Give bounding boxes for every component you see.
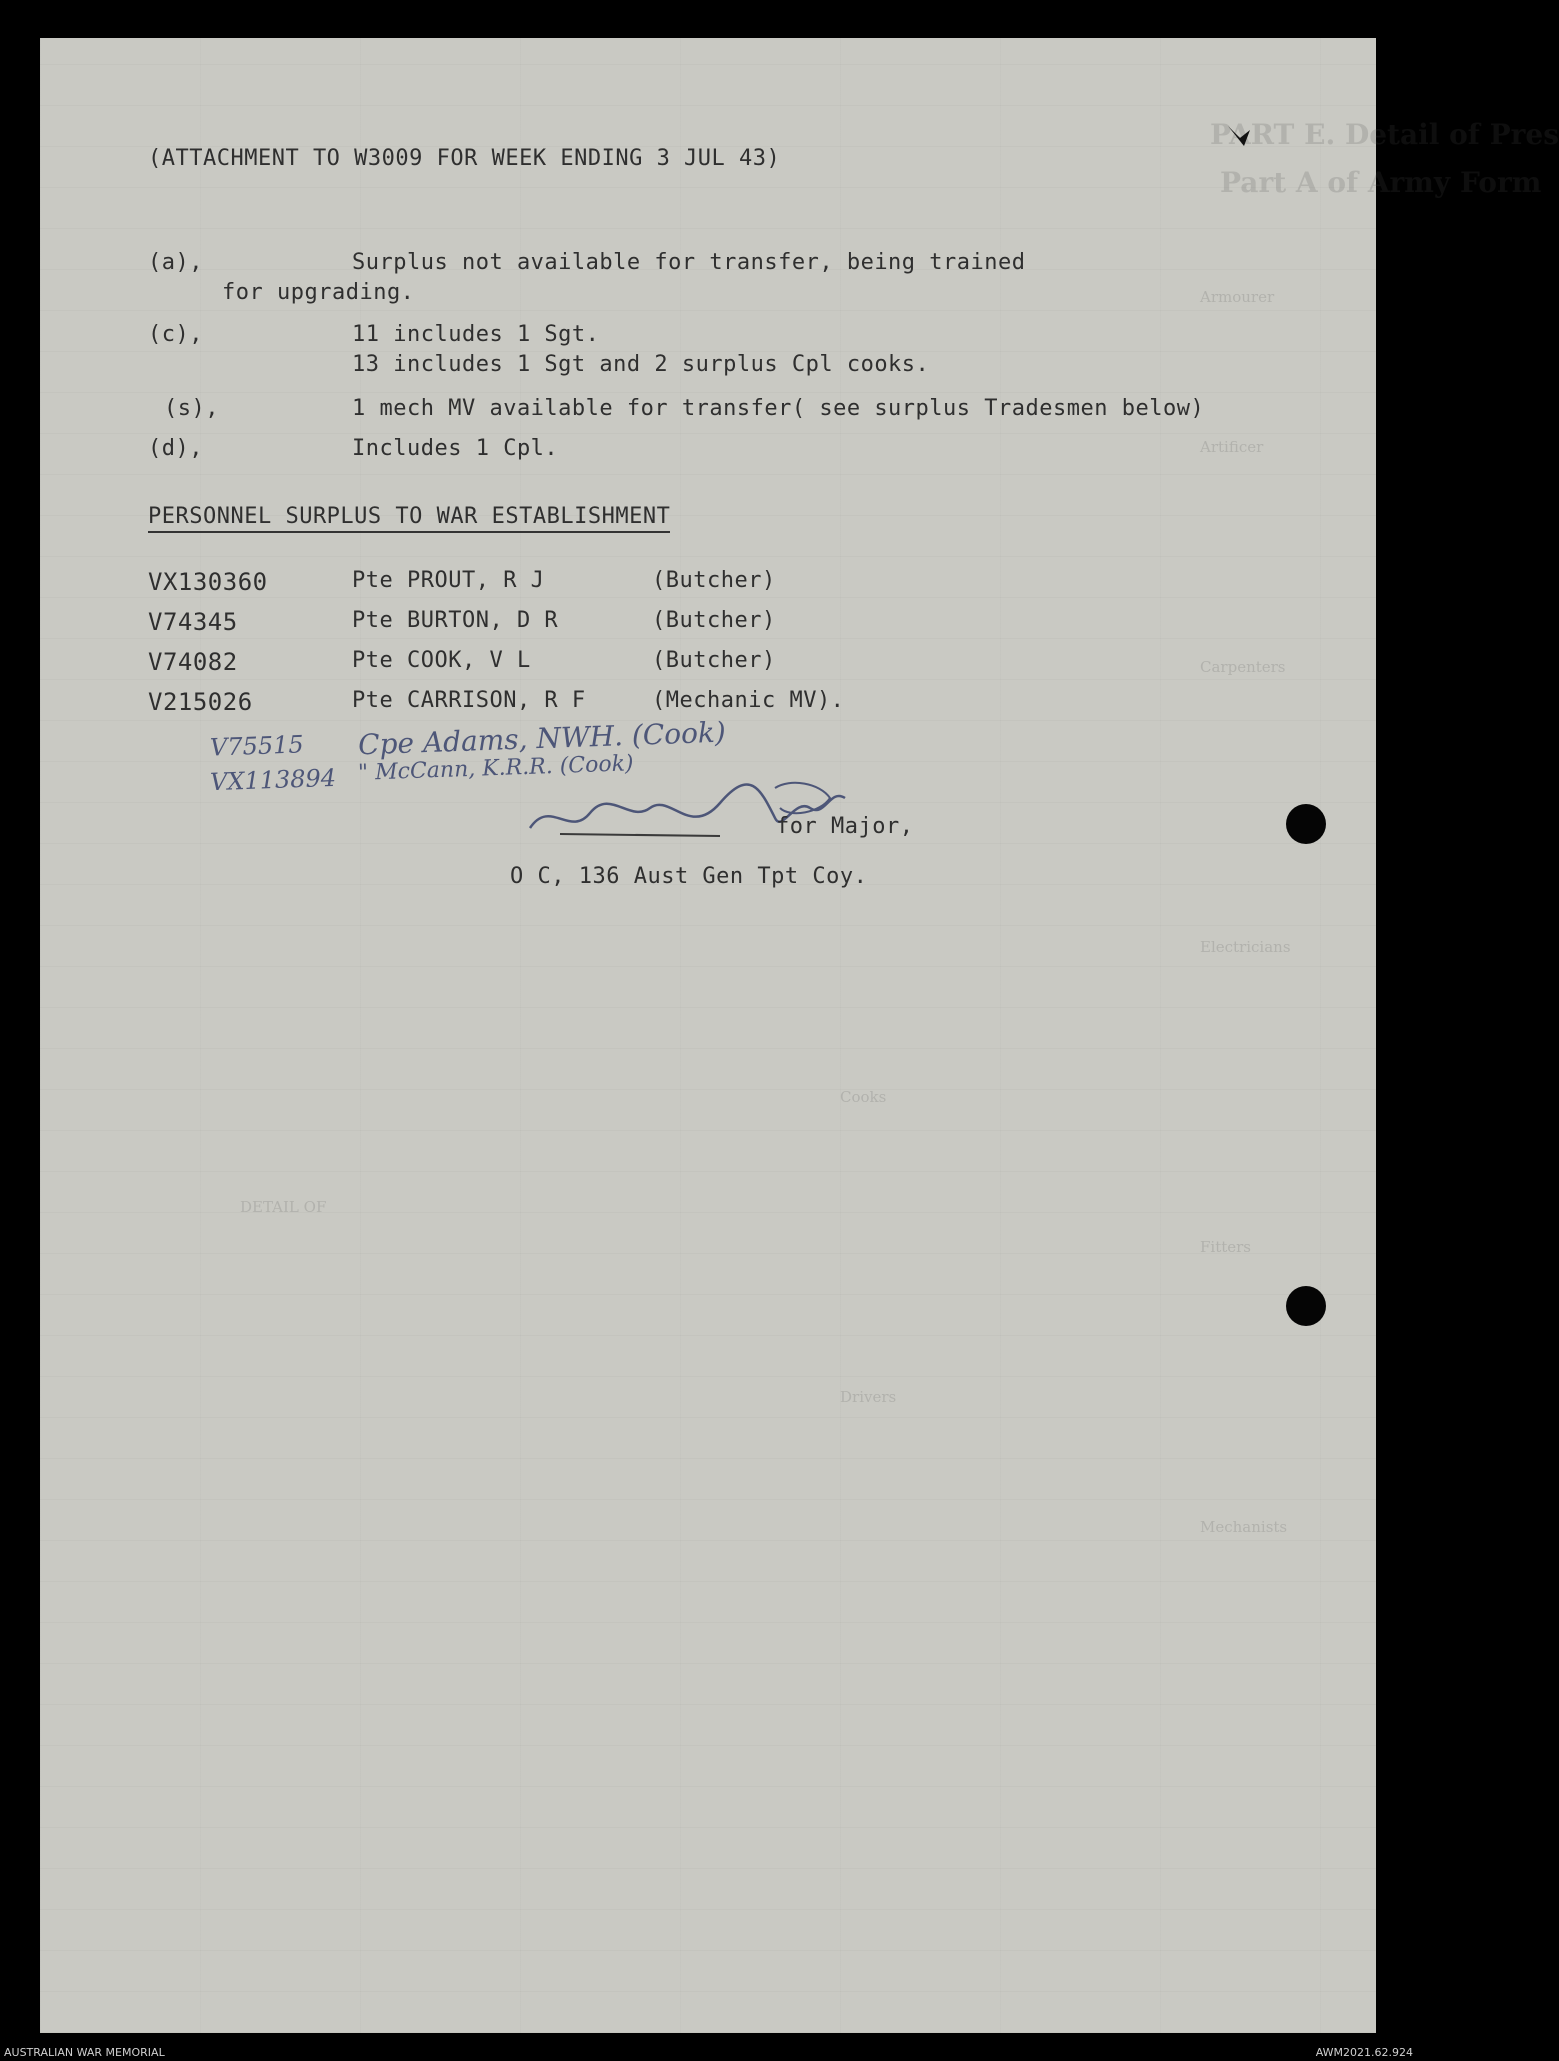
punch-hole (1286, 1286, 1326, 1326)
bleed-through-text: Artificer (1200, 438, 1264, 456)
page-title: (ATTACHMENT TO W3009 FOR WEEK ENDING 3 JUL 43) (148, 146, 781, 171)
bleed-through-text: Carpenters (1200, 658, 1286, 676)
surplus-heading: PERSONNEL SURPLUS TO WAR ESTABLISHMENT (148, 504, 670, 533)
bleed-through-text: Part A of Army Form (1220, 166, 1542, 199)
note-key: (s), (164, 396, 219, 421)
footer-right: AWM2021.62.924 (1315, 2046, 1413, 2059)
handwritten-number: V75515 (209, 730, 305, 762)
unit-designation: O C, 136 Aust Gen Tpt Coy. (510, 864, 868, 889)
personnel-name: Pte BURTON, D R (352, 608, 559, 633)
service-number: V74345 (148, 608, 238, 636)
handwritten-entry: Cpe Adams, NWH. (Cook) (357, 715, 727, 762)
bleed-through-text: Drivers (840, 1388, 897, 1406)
bleed-through-text: Cooks (840, 1088, 887, 1106)
personnel-name: Pte PROUT, R J (352, 568, 545, 593)
personnel-trade: (Butcher) (652, 568, 776, 593)
punch-hole (1286, 804, 1326, 844)
service-number: VX130360 (148, 568, 268, 596)
document-page (40, 38, 1559, 2033)
bleed-through-text: Electricians (1200, 938, 1291, 956)
bleed-through-text: Mechanists (1200, 1518, 1288, 1536)
footer-left: AUSTRALIAN WAR MEMORIAL (4, 2046, 165, 2059)
bleed-through-text: PART E. Detail of Pres (1210, 118, 1559, 151)
service-number: V74082 (148, 648, 238, 676)
handwritten-number: VX113894 (209, 763, 337, 797)
bleed-through-text: Armourer (1200, 288, 1275, 306)
note-key: (c), (148, 322, 203, 347)
note-text: Includes 1 Cpl. (352, 436, 559, 461)
note-text: Surplus not available for transfer, being trained (352, 250, 1026, 275)
note-text: 13 includes 1 Sgt and 2 surplus Cpl cooks. (352, 352, 930, 377)
personnel-trade: (Mechanic MV). (652, 688, 845, 713)
ink-mark (1220, 116, 1260, 156)
signature-line: for Major, (776, 814, 914, 839)
personnel-name: Pte CARRISON, R F (352, 688, 586, 713)
bleed-through-text: Fitters (1200, 1238, 1252, 1256)
handwritten-entry: " McCann, K.R.R. (Cook) (357, 751, 634, 786)
note-text: for upgrading. (222, 280, 415, 305)
personnel-trade: (Butcher) (652, 608, 776, 633)
note-text: 1 mech MV available for transfer( see surplus Tradesmen below) (352, 396, 1205, 421)
service-number: V215026 (148, 688, 253, 716)
note-key: (a), (148, 250, 203, 275)
signature-scribble (520, 768, 860, 858)
note-key: (d), (148, 436, 203, 461)
note-text: 11 includes 1 Sgt. (352, 322, 600, 347)
personnel-trade: (Butcher) (652, 648, 776, 673)
bleed-through-text: DETAIL OF (240, 1198, 327, 1216)
personnel-name: Pte COOK, V L (352, 648, 531, 673)
